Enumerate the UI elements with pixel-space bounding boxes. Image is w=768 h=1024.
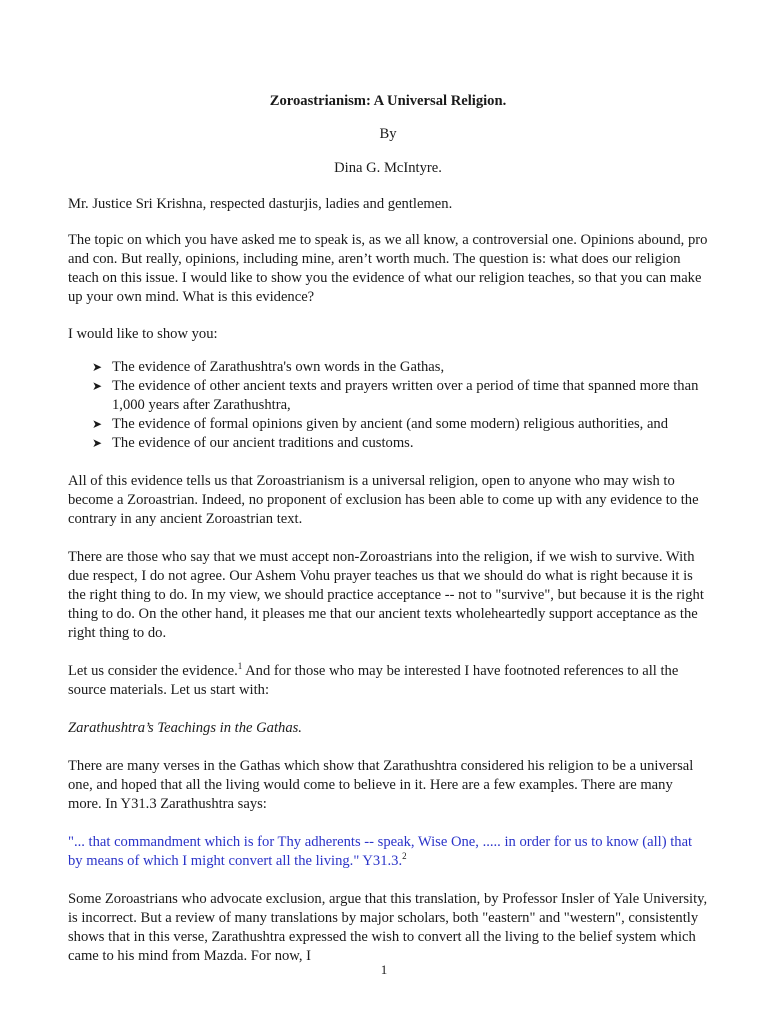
bullet-text: The evidence of formal opinions given by ancient (and some modern) religious authorities, and	[112, 416, 669, 432]
consider-evidence-text-cont: And for those who may be interested I have footnoted references to all the source materials. Let us start with:	[68, 663, 679, 698]
footnote-ref-1[interactable]: 1	[237, 661, 243, 672]
byline: By	[379, 126, 397, 142]
bullet-item	[92, 434, 708, 453]
bullet-text: The evidence of Zarathushtra's own words in the Gathas,	[112, 359, 445, 375]
consider-evidence-text: Let us consider the evidence.	[68, 663, 238, 679]
gatha-quote-text: "... that commandment which is for Thy adherents -- speak, Wise One, ..... in order for us to know (all) that by means of which I might convert all the living." Y31.3.	[68, 834, 693, 869]
page-number: 1	[380, 962, 388, 977]
survive-paragraph: There are those who say that we must accept non-Zoroastrians into the religion, if we wish to survive. With due respect, I do not agree. Our Ashem Vohu prayer teaches us that we should do what is right because it is the right thing to do. In my view, we should practice acceptance -- not to "survive", but because it is the right thing to do. On the other hand, it pleases me that our ancient texts wholeheartedly support acceptance as the right thing to do.	[68, 549, 704, 641]
consider-evidence-paragraph	[68, 662, 708, 700]
evidence-bullet-list	[68, 358, 708, 453]
arrow-bullet-icon: ➤	[92, 417, 103, 431]
verses-paragraph: There are many verses in the Gathas which show that Zarathushtra considered his religion to be a universal one, and hoped that all the living would come to believe in it. Here are a few examples. There are many more. In Y31.3 Zarathushtra says:	[68, 758, 694, 812]
exclusion-paragraph: Some Zoroastrians who advocate exclusion, argue that this translation, by Professor Insler of Yale University, is incorrect. But a review of many translations by major scholars, both "eastern" and "western", consistently shows that in this verse, Zarathushtra expressed the wish to convert all the living to the belief system which came to his mind from Mazda. For now, I	[68, 891, 708, 964]
section-heading: Zarathushtra’s Teachings in the Gathas.	[68, 720, 302, 736]
arrow-bullet-icon: ➤	[92, 379, 103, 393]
arrow-bullet-icon: ➤	[92, 360, 103, 374]
document-page	[68, 92, 708, 966]
bullet-item	[92, 415, 708, 434]
footnote-ref-2[interactable]: 2	[402, 851, 407, 862]
document-title: Zoroastrianism: A Universal Religion.	[269, 93, 507, 109]
bullet-text: The evidence of other ancient texts and prayers written over a period of time that spanned more than 1,000 years after Zarathushtra,	[112, 378, 699, 413]
gatha-quote	[68, 833, 708, 871]
bullet-item	[92, 377, 708, 415]
bullet-item	[92, 358, 708, 377]
author-name: Dina G. McIntyre.	[334, 160, 442, 176]
topic-paragraph: The topic on which you have asked me to speak is, as we all know, a controversial one. Opinions abound, pro and con. But really, opinions, including mine, aren’t worth much. The question is: what does our religion teach on this issue. I would like to show you the evidence of what our religion teaches, so that you can make up your own mind. What is this evidence?	[68, 232, 708, 305]
greeting-paragraph: Mr. Justice Sri Krishna, respected dasturjis, ladies and gentlemen.	[68, 196, 453, 212]
show-intro-paragraph: I would like to show you:	[68, 326, 218, 342]
arrow-bullet-icon: ➤	[92, 436, 103, 450]
bullet-text: The evidence of our ancient traditions and customs.	[112, 435, 414, 451]
all-evidence-paragraph: All of this evidence tells us that Zoroastrianism is a universal religion, open to anyone who may wish to become a Zoroastrian. Indeed, no proponent of exclusion has been able to come up with any evidence to the contrary in any ancient Zoroastrian text.	[68, 473, 699, 527]
